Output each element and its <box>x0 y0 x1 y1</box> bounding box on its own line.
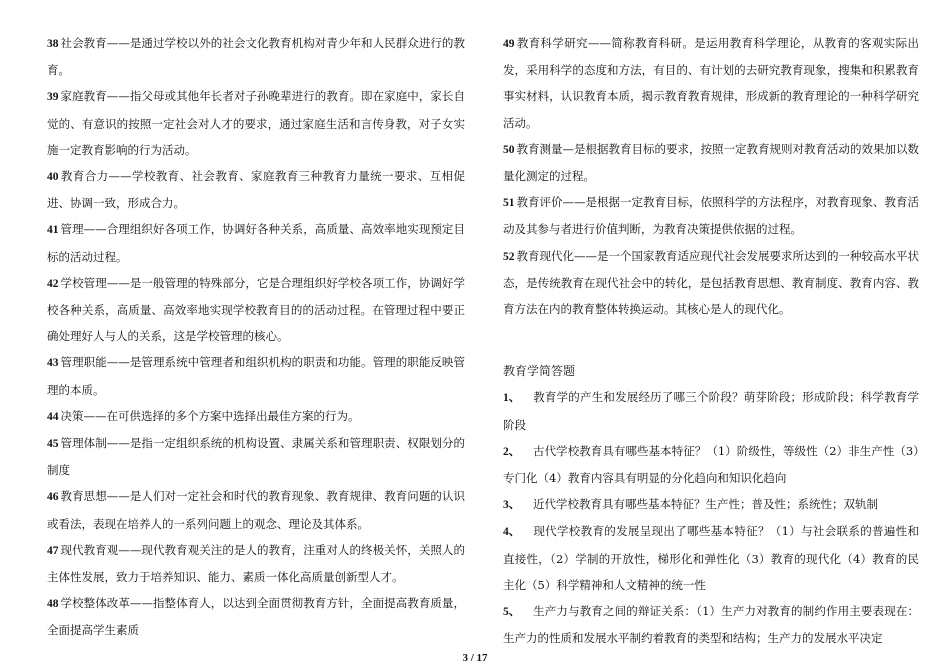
entry-text: 学校管理——是一般管理的特殊部分，它是合理组织好学校各项工作，协调好学校各种关系，高质量、高效率地实现学校教育目的的活动过程。在管理过程中要正确处理好人与人的关系，这是学校管理的核心。 <box>47 275 465 344</box>
entry-number: 2、 <box>503 445 521 458</box>
entry-46 <box>47 483 465 536</box>
entry-text: 决策——在可供选择的多个方案中选择出最佳方案的行为。 <box>60 408 360 423</box>
entry-38 <box>47 30 465 83</box>
entry-4 <box>503 518 919 598</box>
definitions-list <box>503 30 919 322</box>
entry-40 <box>47 163 465 216</box>
section-title: 教育学简答题 <box>503 364 576 379</box>
entry-43 <box>47 349 465 402</box>
entry-number: 50 <box>503 143 515 156</box>
entry-text: 生产力与教育之间的辩证关系：（1）生产力对教育的制约作用主要表现在：生产力的性质和发展水平制约着教育的类型和结构；生产力的发展水平决定 <box>503 604 919 646</box>
entry-number: 41 <box>47 224 59 237</box>
entry-44 <box>47 403 465 430</box>
questions-list <box>503 384 919 651</box>
entry-number: 5、 <box>503 606 521 619</box>
entry-49 <box>503 30 919 136</box>
right-column <box>503 30 919 651</box>
entry-number: 52 <box>503 250 515 263</box>
entry-48 <box>47 590 465 643</box>
entry-number: 47 <box>47 544 59 557</box>
entry-50 <box>503 136 919 189</box>
entry-number: 42 <box>47 277 59 290</box>
entry-2 <box>503 438 919 491</box>
entry-text: 教育评价——是根据一定教育目标，依照科学的方法程序，对教育现象、教育活动及其参与者进行价值判断，为教育决策提供依据的过程。 <box>503 195 919 237</box>
entry-text: 教育合力——学校教育、社会教育、家庭教育三种教育力量统一要求、互相促进、协调一致，形成合力。 <box>47 169 465 211</box>
entry-41 <box>47 216 465 269</box>
entry-text: 家庭教育——指父母或其他年长者对子孙晚辈进行的教育。即在家庭中，家长自觉的、有意识的按照一定社会对人才的要求，通过家庭生活和言传身教，对子女实施一定教育影响的行为活动。 <box>47 89 465 157</box>
entry-number: 4、 <box>503 526 521 539</box>
entry-3 <box>503 491 919 518</box>
entry-number: 43 <box>47 357 59 370</box>
entry-text: 社会教育——是通过学校以外的社会文化教育机构对青少年和人民群众进行的教育。 <box>47 36 465 78</box>
entry-47 <box>47 537 465 590</box>
entry-text: 教育测量—是根据教育目标的要求，按照一定教育规则对教育活动的效果加以数量化测定的过程。 <box>503 141 919 184</box>
entry-1 <box>503 384 919 437</box>
entry-51 <box>503 189 919 242</box>
entry-number: 38 <box>47 38 59 50</box>
entry-number: 48 <box>47 598 59 611</box>
entry-text: 管理职能——是管理系统中管理者和组织机构的职责和功能。管理的职能反映管理的本质。 <box>47 355 465 397</box>
entry-text: 教育学的产生和发展经历了哪三个阶段？萌芽阶段；形成阶段；科学教育学阶段 <box>503 390 919 432</box>
entry-text: 管理——合理组织好各项工作，协调好各种关系，高质量、高效率地实现预定目标的活动过程。 <box>47 222 465 264</box>
page-number: 3 / 17 <box>462 652 488 664</box>
entry-39 <box>47 83 465 163</box>
entry-text: 现代教育观——现代教育观关注的是人的教育，注重对人的终极关怀，关照人的主体性发展，致力于培养知识、能力、素质一体化高质量创新型人才。 <box>47 542 465 585</box>
entry-text: 教育现代化——是一个国家教育适应现代社会发展要求所达到的一种较高水平状态，是传统教育在现代社会中的转化，是包括教育思想、教育制度、教育内容、教育方法在内的教育整体转换运动。其核心是人的现代化。 <box>503 248 919 317</box>
entry-number: 44 <box>47 410 59 423</box>
left-column <box>47 30 465 644</box>
entry-number: 45 <box>47 438 59 451</box>
entry-text: 近代学校教育具有哪些基本特征？生产性；普及性；系统性；双轨制 <box>533 497 878 512</box>
entry-number: 46 <box>47 491 59 504</box>
entry-text: 教育科学研究——简称教育科研。是运用教育科学理论，从教育的客观实际出发，采用科学的态度和方法，有目的、有计划的去研究教育现象，搜集和积累教育事实材料，认识教育本质，揭示教育教育规律，形成新的教育理论的一种科学研究活动。 <box>503 36 919 130</box>
entry-number: 3、 <box>503 499 521 512</box>
entry-number: 51 <box>503 197 515 210</box>
entry-42 <box>47 270 465 350</box>
entry-52 <box>503 243 919 323</box>
entry-5 <box>503 598 919 651</box>
entry-number: 1、 <box>503 392 521 405</box>
entry-45 <box>47 430 465 483</box>
spacer <box>503 322 919 358</box>
entry-text: 教育思想——是人们对一定社会和时代的教育现象、教育规律、教育问题的认识或看法，表现在培养人的一系列问题上的观念、理论及其体系。 <box>47 489 465 531</box>
entry-text: 现代学校教育的发展呈现出了哪些基本特征？（1）与社会联系的普遍性和直接性，（2）学制的开放性，梯形化和弹性化（3）教育的现代化（4）教育的民主化（5）科学精神和人文精神的统一性 <box>503 524 919 592</box>
entry-number: 49 <box>503 38 515 50</box>
entry-text: 学校整体改革——指整体育人，以达到全面贯彻教育方针，全面提高教育质量，全面提高学生素质 <box>47 596 465 638</box>
entry-number: 40 <box>47 171 59 184</box>
entry-number: 39 <box>47 91 59 104</box>
entry-text: 管理体制——是指一定组织系统的机构设置、隶属关系和管理职责、权限划分的制度 <box>47 436 465 478</box>
entry-text: 古代学校教育具有哪些基本特征？（1）阶级性，等级性（2）非生产性（3）专门化（4）教育内容具有明显的分化趋向和知识化趋向 <box>503 443 919 486</box>
